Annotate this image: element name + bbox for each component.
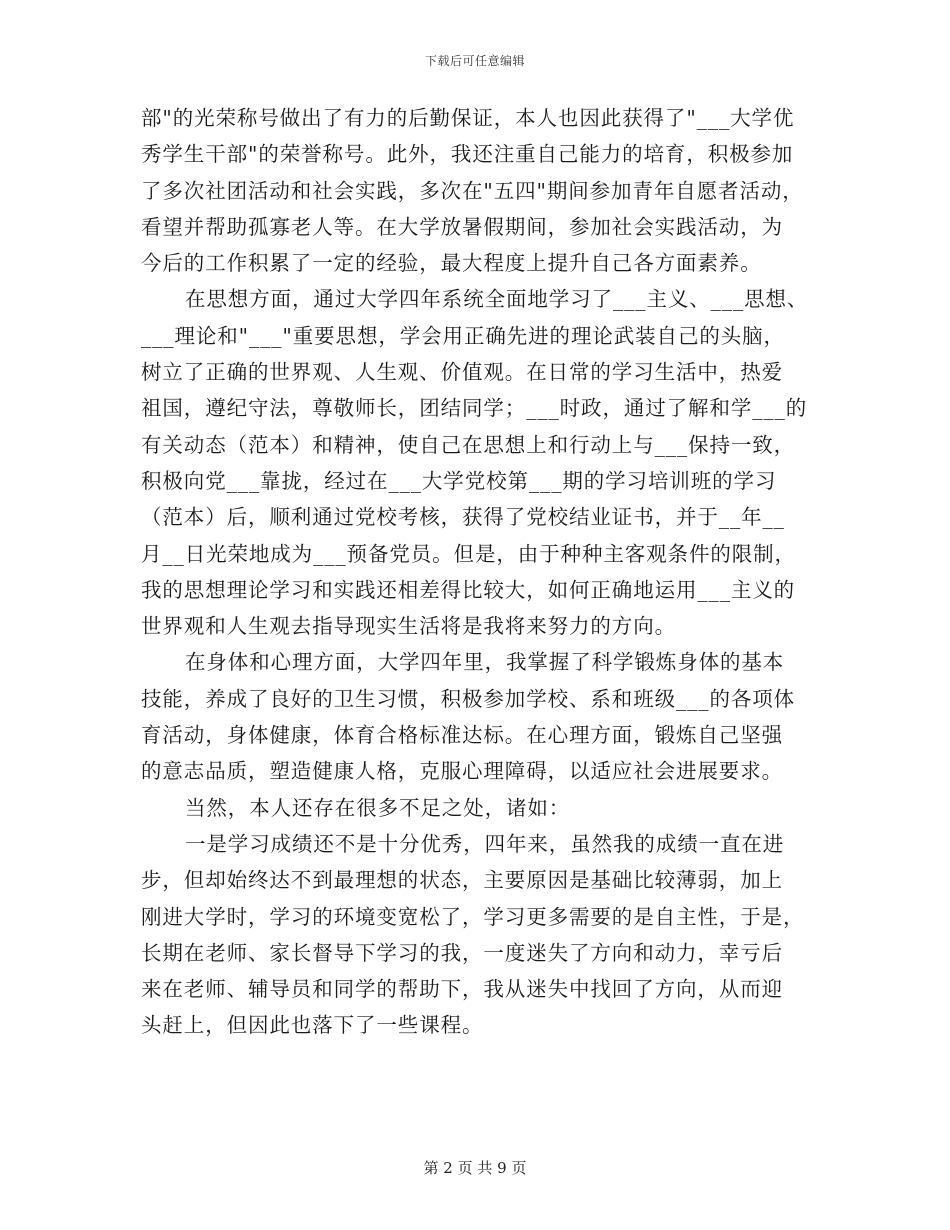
document-body — [141, 100, 811, 1044]
paragraph-first-line: 一是学习成绩还不是十分优秀，四年来，虽然我的成绩一直在进 — [185, 831, 785, 856]
text-line: 有关动态（范本）和精神，使自己在思想上和行动上与___保持一致， — [141, 432, 796, 457]
text-line: 来在老师、辅导员和同学的帮助下，我从迷失中找回了方向，从而迎 — [141, 977, 783, 1002]
paragraph-first-line: 在思想方面，通过大学四年系统全面地学习了___主义、___思想、 — [185, 287, 809, 312]
text-line: 今后的工作积累了一定的经验，最大程度上提升自己各方面素养。 — [141, 251, 762, 276]
text-line: 我的思想理论学习和实践还相差得比较大，如何正确地运用___主义的 — [141, 577, 796, 602]
text-line: 技能，养成了良好的卫生习惯，积极参加学校、系和班级___的各项体 — [141, 686, 796, 711]
page-header: 下载后可任意编辑 — [424, 54, 525, 68]
text-line: 了多次社团活动和社会实践，多次在"五四"期间参加青年自愿者活动， — [141, 178, 804, 203]
paragraph-first-line: 当然，本人还存在很多不足之处，诸如： — [185, 795, 571, 820]
text-line: 月__日光荣地成为___预备党员。但是，由于种种主客观条件的限制， — [141, 541, 796, 566]
text-line: 祖国，遵纪守法，尊敬师长，团结同学；___时政，通过了解和学___的 — [141, 396, 808, 421]
text-line: 步，但却始终达不到最理想的状态，主要原因是基础比较薄弱，加上 — [141, 868, 783, 893]
page-number-footer: 第 2 页 共 9 页 — [423, 1159, 527, 1177]
text-line: 世界观和人生观去指导现实生活将是我将来努力的方向。 — [141, 614, 676, 639]
text-line: 刚进大学时，学习的环境变宽松了，学习更多需要的是自主性，于是， — [141, 904, 805, 929]
text-line: 看望并帮助孤寡老人等。在大学放暑假期间，参加社会实践活动，为 — [141, 214, 783, 239]
text-line: 长期在老师、家长督导下学习的我，一度迷失了方向和动力，幸亏后 — [141, 940, 783, 965]
paragraph-first-line: 在身体和心理方面，大学四年里，我掌握了科学锻炼身体的基本 — [185, 650, 785, 675]
text-line: 树立了正确的世界观、人生观、价值观。在日常的学习生活中，热爱 — [141, 360, 783, 385]
text-line: （范本）后，顺利通过党校考核，获得了党校结业证书，并于__年__ — [141, 505, 785, 530]
text-line: 积极向党___靠拢，经过在___大学党校第___期的学习培训班的学习 — [141, 468, 777, 493]
text-line: 的意志品质，塑造健康人格，克服心理障碍，以适应社会进展要求。 — [141, 759, 783, 784]
text-line: 育活动，身体健康，体育合格标准达标。在心理方面，锻炼自己坚强 — [141, 723, 783, 748]
text-line: ___理论和"___"重要思想，学会用正确先进的理论武装自己的头脑， — [141, 323, 785, 348]
text-line: 部"的光荣称号做出了有力的后勤保证，本人也因此获得了"___大学优 — [141, 106, 795, 130]
text-line: 头赶上，但因此也落下了一些课程。 — [141, 1013, 484, 1038]
text-line: 秀学生干部"的荣誉称号。此外，我还注重自己能力的培育，积极参加 — [141, 142, 794, 167]
